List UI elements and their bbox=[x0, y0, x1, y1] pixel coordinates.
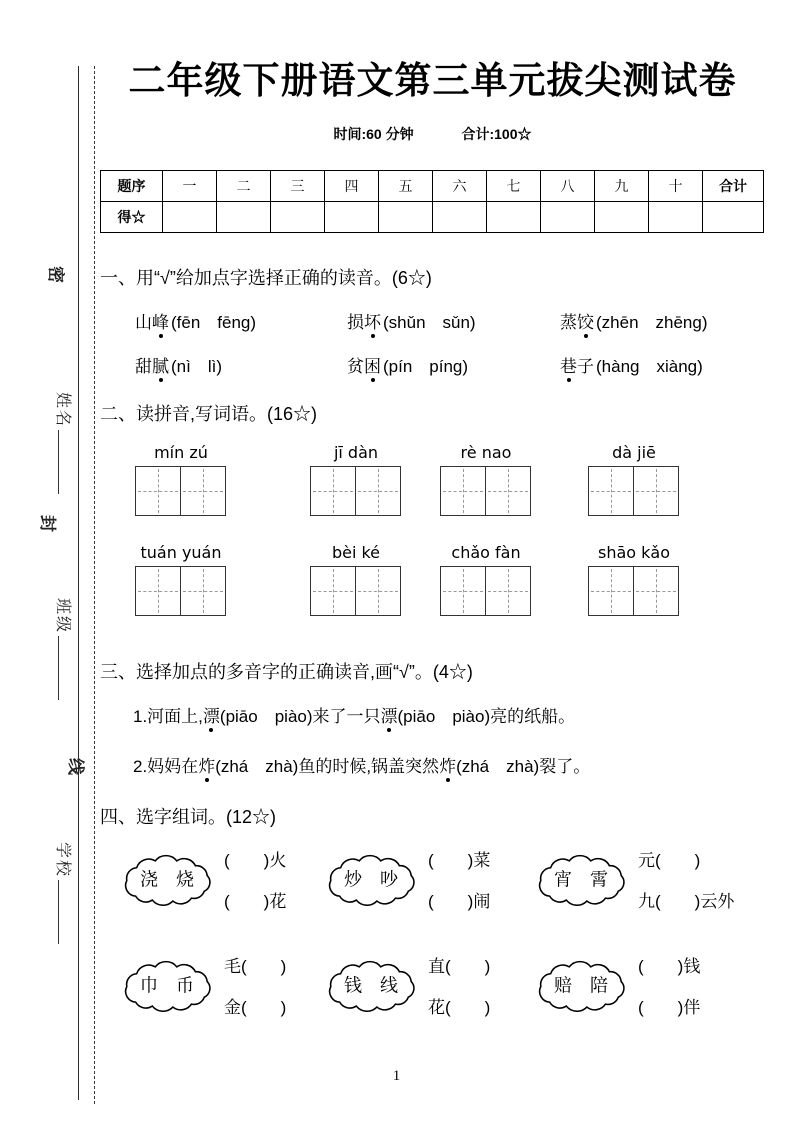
pinyin-label: rè nao bbox=[460, 443, 512, 462]
cloud-shape bbox=[322, 849, 420, 909]
fill-blank-phrase: ( )伴 bbox=[638, 998, 701, 1017]
dotted-char: 腻 bbox=[152, 352, 169, 377]
cloud-shape bbox=[532, 849, 630, 909]
writing-grid bbox=[440, 466, 531, 516]
polyphone-sentence bbox=[133, 752, 590, 777]
school-blank-line bbox=[58, 880, 73, 944]
pinyin-options: (shǔn sǔn) bbox=[383, 313, 476, 332]
pinyin-options: (nì lì) bbox=[171, 357, 222, 376]
dotted-char: 炸 bbox=[439, 752, 456, 777]
word-text: 贫 bbox=[347, 357, 364, 376]
word-text: 甜 bbox=[135, 357, 152, 376]
word-text: 子 bbox=[577, 357, 594, 376]
class-blank-line bbox=[58, 636, 73, 700]
score-col-header: 题序 bbox=[101, 171, 163, 202]
writing-cell bbox=[180, 566, 226, 616]
section2-heading: 二、读拼音,写词语。(16☆) bbox=[100, 404, 318, 424]
writing-grid bbox=[135, 466, 226, 516]
choice-chars: 浇 烧 bbox=[140, 869, 194, 890]
seal-class-block bbox=[53, 598, 76, 700]
reading-choice-item bbox=[560, 308, 708, 333]
total-score: 合计:100☆ bbox=[461, 126, 532, 142]
sentence-text: (zhá zhà)鱼的时候,锅盖突然 bbox=[215, 757, 440, 776]
writing-cell bbox=[588, 566, 634, 616]
sentence-text: 2.妈妈在 bbox=[133, 757, 199, 776]
name-blank-line bbox=[58, 430, 73, 494]
fill-blank-phrase: 直( ) bbox=[428, 957, 491, 976]
word-text: 山 bbox=[135, 313, 152, 332]
word-choice-group bbox=[322, 952, 490, 1018]
cloud-shape bbox=[118, 955, 216, 1015]
score-row-label: 得☆ bbox=[101, 202, 163, 233]
word-choice-group bbox=[532, 952, 700, 1018]
score-cell bbox=[703, 202, 764, 233]
score-cell bbox=[595, 202, 649, 233]
cloud-shape bbox=[322, 955, 420, 1015]
pinyin-label: chǎo fàn bbox=[451, 543, 521, 562]
sentence-text: (piāo piào)亮的纸船。 bbox=[397, 707, 576, 726]
pinyin-options: (pín píng) bbox=[383, 357, 469, 376]
word-text: 损 bbox=[347, 313, 364, 332]
writing-cell bbox=[310, 466, 356, 516]
word-choice-group bbox=[322, 846, 490, 912]
score-table-score-row bbox=[101, 202, 764, 233]
page-number: 1 bbox=[392, 1068, 401, 1084]
pinyin-options: (fēn fēng) bbox=[171, 313, 257, 332]
score-cell bbox=[325, 202, 379, 233]
pinyin-label: shāo kǎo bbox=[597, 543, 670, 562]
name-label: 姓名 bbox=[54, 392, 71, 429]
score-col-header: 一 bbox=[163, 171, 217, 202]
seal-char-mi: 密 bbox=[46, 266, 65, 285]
score-cell bbox=[487, 202, 541, 233]
seal-school-block bbox=[53, 842, 76, 944]
section1-heading: 一、用“√”给加点字选择正确的读音。(6☆) bbox=[100, 268, 432, 288]
seal-char-xian: 线 bbox=[66, 758, 85, 777]
score-cell bbox=[163, 202, 217, 233]
writing-grid bbox=[588, 566, 679, 616]
choice-chars: 宵 霄 bbox=[554, 869, 608, 890]
score-cell bbox=[541, 202, 595, 233]
word-text: 蒸 bbox=[560, 313, 577, 332]
score-col-header: 合计 bbox=[703, 171, 764, 202]
dotted-char: 巷 bbox=[560, 352, 577, 377]
pinyin-label: bèi ké bbox=[331, 543, 381, 562]
score-col-header: 九 bbox=[595, 171, 649, 202]
fill-blank-phrase: ( )菜 bbox=[428, 851, 491, 870]
writing-cell bbox=[588, 466, 634, 516]
dotted-char: 坏 bbox=[364, 308, 381, 333]
fill-blank-phrase: 金( ) bbox=[224, 998, 287, 1017]
word-choice-group bbox=[118, 952, 286, 1018]
pinyin-options: (hàng xiàng) bbox=[596, 357, 703, 376]
score-table-header-row bbox=[101, 171, 764, 202]
writing-cell bbox=[135, 466, 181, 516]
writing-grid bbox=[310, 466, 401, 516]
reading-choice-item bbox=[347, 308, 476, 333]
fill-blank-phrase: 九( )云外 bbox=[638, 892, 735, 911]
score-cell bbox=[271, 202, 325, 233]
score-col-header: 四 bbox=[325, 171, 379, 202]
writing-cell bbox=[180, 466, 226, 516]
seal-solid-line bbox=[78, 66, 79, 1100]
score-col-header: 二 bbox=[217, 171, 271, 202]
score-col-header: 五 bbox=[379, 171, 433, 202]
fill-blank-phrase: 毛( ) bbox=[224, 957, 287, 976]
paper-subtitle bbox=[96, 124, 769, 144]
score-col-header: 六 bbox=[433, 171, 487, 202]
fill-blank-phrase: ( )花 bbox=[224, 892, 287, 911]
writing-grid bbox=[310, 566, 401, 616]
dotted-char: 饺 bbox=[577, 308, 594, 333]
seal-dashed-line bbox=[94, 66, 95, 1104]
score-table bbox=[100, 170, 764, 233]
choice-chars: 巾 币 bbox=[140, 975, 194, 996]
choice-chars: 赔 陪 bbox=[554, 975, 608, 996]
fill-blank-phrase: ( )闹 bbox=[428, 892, 491, 911]
score-col-header: 十 bbox=[649, 171, 703, 202]
pinyin-label: jī dàn bbox=[333, 443, 379, 462]
pinyin-options: (zhēn zhēng) bbox=[596, 313, 708, 332]
writing-grid bbox=[135, 566, 226, 616]
fill-blank-phrase: ( )钱 bbox=[638, 957, 701, 976]
score-col-header: 三 bbox=[271, 171, 325, 202]
sentence-text: (piāo piào)来了一只 bbox=[219, 707, 381, 726]
pinyin-label: tuán yuán bbox=[140, 543, 222, 562]
class-label: 班级 bbox=[54, 598, 71, 635]
score-cell bbox=[433, 202, 487, 233]
dotted-char: 困 bbox=[364, 352, 381, 377]
page-title: 二年级下册语文第三单元拔尖测试卷 bbox=[128, 60, 737, 101]
dotted-char: 峰 bbox=[152, 308, 169, 333]
writing-cell bbox=[485, 566, 531, 616]
section4-heading: 四、选字组词。(12☆) bbox=[100, 807, 277, 827]
seal-name-block bbox=[53, 392, 76, 494]
writing-cell bbox=[633, 466, 679, 516]
choice-chars: 钱 线 bbox=[344, 975, 398, 996]
sentence-text: (zhá zhà)裂了。 bbox=[456, 757, 591, 776]
school-label: 学校 bbox=[54, 842, 71, 879]
writing-cell bbox=[355, 566, 401, 616]
writing-grid bbox=[440, 566, 531, 616]
dotted-char: 漂 bbox=[203, 702, 220, 727]
seal-char-feng: 封 bbox=[38, 515, 57, 534]
word-choice-group bbox=[532, 846, 734, 912]
pinyin-label: dà jiē bbox=[612, 443, 656, 462]
reading-choice-item bbox=[135, 352, 222, 377]
writing-cell bbox=[440, 566, 486, 616]
dotted-char: 漂 bbox=[381, 702, 398, 727]
reading-choice-item bbox=[560, 352, 703, 377]
word-choice-group bbox=[118, 846, 286, 912]
fill-blank-phrase: ( )火 bbox=[224, 851, 287, 870]
writing-cell bbox=[485, 466, 531, 516]
score-cell bbox=[217, 202, 271, 233]
writing-grid bbox=[588, 466, 679, 516]
reading-choice-item bbox=[135, 308, 256, 333]
cloud-shape bbox=[118, 849, 216, 909]
section3-heading: 三、选择加点的多音字的正确读音,画“√”。(4☆) bbox=[100, 662, 473, 682]
writing-cell bbox=[310, 566, 356, 616]
score-cell bbox=[379, 202, 433, 233]
choice-chars: 炒 吵 bbox=[344, 869, 398, 890]
sentence-text: 1.河面上, bbox=[133, 707, 203, 726]
writing-cell bbox=[633, 566, 679, 616]
pinyin-label: mín zú bbox=[154, 443, 208, 462]
polyphone-sentence bbox=[133, 702, 575, 727]
fill-blank-phrase: 花( ) bbox=[428, 998, 491, 1017]
score-col-header: 八 bbox=[541, 171, 595, 202]
writing-cell bbox=[355, 466, 401, 516]
writing-cell bbox=[440, 466, 486, 516]
fill-blank-phrase: 元( ) bbox=[638, 851, 701, 870]
time-limit: 时间:60 分钟 bbox=[333, 126, 414, 142]
writing-cell bbox=[135, 566, 181, 616]
cloud-shape bbox=[532, 955, 630, 1015]
score-cell bbox=[649, 202, 703, 233]
dotted-char: 炸 bbox=[198, 752, 215, 777]
reading-choice-item bbox=[347, 352, 468, 377]
score-col-header: 七 bbox=[487, 171, 541, 202]
